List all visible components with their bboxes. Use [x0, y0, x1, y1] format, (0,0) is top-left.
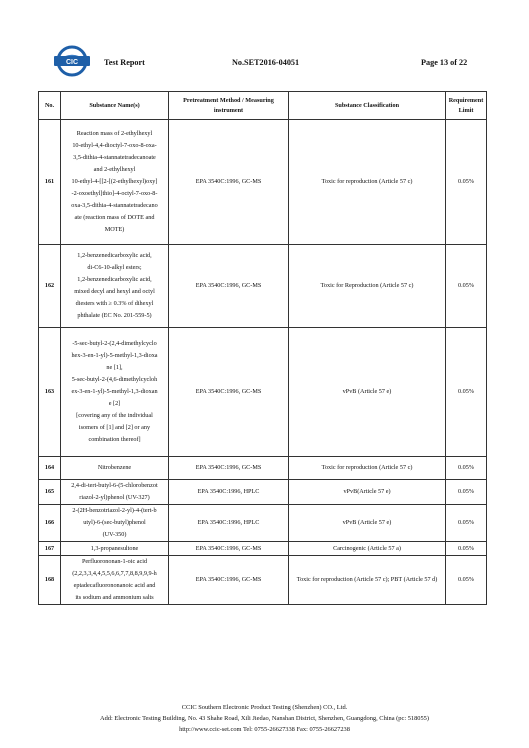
substance-classification: vPvB (Article 57 e)	[289, 328, 446, 457]
substance-name-line: 1,2-benzenedicarboxylic acid,	[77, 252, 152, 259]
requirement-limit: 0.05%	[446, 245, 487, 328]
substance-name-line: 3,5-dithia-4-stannatetradecanoate	[73, 154, 156, 161]
substance-name-line: 2-(2H-benzotriazol-2-yl)-4-(tert-b	[72, 507, 157, 514]
header-classification: Substance Classification	[289, 92, 446, 120]
substance-name-line: 2,4-di-tert-butyl-6-(5-chlorobenzot	[71, 482, 158, 489]
test-method: EPA 3540C:1996, GC-MS	[169, 556, 289, 605]
row-number: 163	[39, 328, 61, 457]
requirement-limit: 0.05%	[446, 328, 487, 457]
table-row	[39, 245, 487, 328]
substance-name-line: phthalate (EC No. 201-559-5)	[77, 312, 152, 319]
footer-company: CCIC Southern Electronic Product Testing (Shenzhen) CO., Ltd.	[181, 704, 348, 711]
substance-classification: Toxic for reproduction (Article 57 c)	[289, 120, 446, 245]
substance-name-line: and 2-ethylhexyl	[93, 166, 136, 173]
table-header-row	[39, 92, 487, 120]
substance-name	[61, 457, 169, 480]
substance-name-line: 10-ethyl-4,4-dioctyl-7-oxo-8-oxa-	[72, 142, 157, 149]
requirement-limit: 0.05%	[446, 505, 487, 542]
test-method: EPA 3540C:1996, GC-MS	[169, 120, 289, 245]
header-no: No.	[39, 92, 61, 120]
substance-classification: vPvB(Article 57 e)	[289, 480, 446, 505]
substance-name-line: oxa-3,5-dithia-4-stannatetradecano	[71, 202, 158, 209]
substance-name-line: Reaction mass of 2-ethylhexyl	[76, 130, 153, 137]
substance-name-line: (UV-350)	[102, 531, 127, 538]
footer-address: Add: Electronic Testing Building, No. 43 Shahe Road, Xili Jiedao, Nanshan District, Shenzhen, Guangdong, China (pc: 518055)	[99, 715, 430, 722]
substance-name-line: ate (reaction mass of DOTE and	[74, 214, 155, 221]
substance-name	[61, 556, 169, 605]
row-number: 162	[39, 245, 61, 328]
report-title: Test Report	[104, 58, 145, 67]
row-number: 165	[39, 480, 61, 505]
report-number: No.SET2016-04051	[232, 58, 300, 67]
substance-name	[61, 480, 169, 505]
test-method: EPA 3540C:1996, GC-MS	[169, 457, 289, 480]
substance-name-line: eptadecafluorononanoic acid and	[73, 582, 156, 589]
page-number: Page 13 of 22	[421, 58, 468, 67]
header-substance-name: Substance Name(s)	[61, 92, 169, 120]
substance-name	[61, 120, 169, 245]
substance-name	[61, 505, 169, 542]
substance-name-line: -5-sec-butyl-2-(2,4-dimethylcyclo	[72, 340, 157, 347]
substance-name	[61, 328, 169, 457]
substance-classification: vPvB (Article 57 e)	[289, 505, 446, 542]
substance-name-line: combination thereof]	[88, 436, 141, 443]
requirement-limit: 0.05%	[446, 542, 487, 556]
table-row	[39, 505, 487, 542]
table-row	[39, 328, 487, 457]
substance-name-line: 10-ethyl-4-[[2-[(2-ethylhexyl)oxy]	[71, 178, 158, 185]
header-method: Pretreatment Method / Measuring instrument	[169, 92, 289, 120]
substance-name-line: mixed decyl and hexyl and octyl	[74, 288, 155, 295]
substance-name-line: di-C6-10-alkyl esters;	[87, 264, 142, 271]
substance-name-line: its sodium and ammonium salts	[75, 594, 154, 601]
substance-name	[61, 245, 169, 328]
requirement-limit: 0.05%	[446, 457, 487, 480]
substance-name-line: utyl)-6-(sec-butyl)phenol	[83, 519, 146, 526]
test-method: EPA 3540C:1996, HPLC	[169, 480, 289, 505]
row-number: 167	[39, 542, 61, 556]
table-row	[39, 556, 487, 605]
row-number: 168	[39, 556, 61, 605]
test-method: EPA 3540C:1996, HPLC	[169, 505, 289, 542]
substance-name-line: ne [1],	[106, 364, 123, 371]
substance-name-line: isomers of [1] and [2] or any	[78, 424, 151, 431]
substance-name-line: 1,3-propanesultone	[90, 544, 139, 552]
substance-classification: Carcinogenic (Article 57 a)	[289, 542, 446, 556]
substance-name	[61, 542, 169, 556]
ccic-logo-icon	[52, 44, 92, 78]
test-method: EPA 3540C:1996, GC-MS	[169, 542, 289, 556]
row-number: 164	[39, 457, 61, 480]
substance-name-line: (2,2,3,3,4,4,5,5,6,6,7,7,8,8,9,9,9-h	[72, 570, 157, 577]
row-number: 161	[39, 120, 61, 245]
table-row	[39, 542, 487, 556]
substance-name-line: riazol-2-yl)phenol (UV-327)	[79, 494, 150, 501]
substance-name-line: Nitrobenzene	[97, 464, 132, 471]
substance-name-line: [covering any of the individual	[76, 412, 153, 419]
substance-name-line: MOTE)	[104, 226, 125, 233]
substance-classification: Toxic for Reproduction (Article 57 c)	[289, 245, 446, 328]
substance-table	[38, 91, 487, 605]
report-header	[0, 0, 529, 90]
substance-name-line: -2-oxoethyl]thio]-4-octyl-7-oxo-8-	[71, 190, 158, 197]
substance-name-line: Perfluorononan-1-oic acid	[81, 558, 148, 565]
substance-name-line: diesters with ≥ 0.3% of dihexyl	[75, 300, 154, 307]
substance-name-line: 1,2-benzenedicarboxylic acid,	[77, 276, 152, 283]
requirement-limit: 0.05%	[446, 556, 487, 605]
requirement-limit: 0.05%	[446, 480, 487, 505]
requirement-limit: 0.05%	[446, 120, 487, 245]
substance-name-line: ex-3-en-1-yl)-5-methyl-1,3-dioxan	[71, 388, 158, 395]
test-method: EPA 3540C:1996, GC-MS	[169, 245, 289, 328]
table-row	[39, 480, 487, 505]
test-method: EPA 3540C:1996, GC-MS	[169, 328, 289, 457]
substance-name-line: e [2]	[108, 400, 121, 407]
substance-classification: Toxic for reproduction (Article 57 c); PBT (Article 57 d)	[289, 556, 446, 605]
footer-contact: http://www.ccic-set.com Tel: 0755-26627338 Fax: 0755-26627238	[179, 726, 350, 733]
substance-name-line: 5-sec-butyl-2-(4,6-dimethylcycloh	[71, 376, 158, 383]
header-limit: Requirement Limit	[446, 92, 487, 120]
substance-name-line: hex-3-en-1-yl)-5-methyl-1,3-dioxa	[71, 352, 158, 359]
table-row	[39, 457, 487, 480]
substance-classification: Toxic for reproduction (Article 57 c)	[289, 457, 446, 480]
row-number: 166	[39, 505, 61, 542]
svg-text:CIC: CIC	[65, 59, 79, 66]
table-row	[39, 120, 487, 245]
